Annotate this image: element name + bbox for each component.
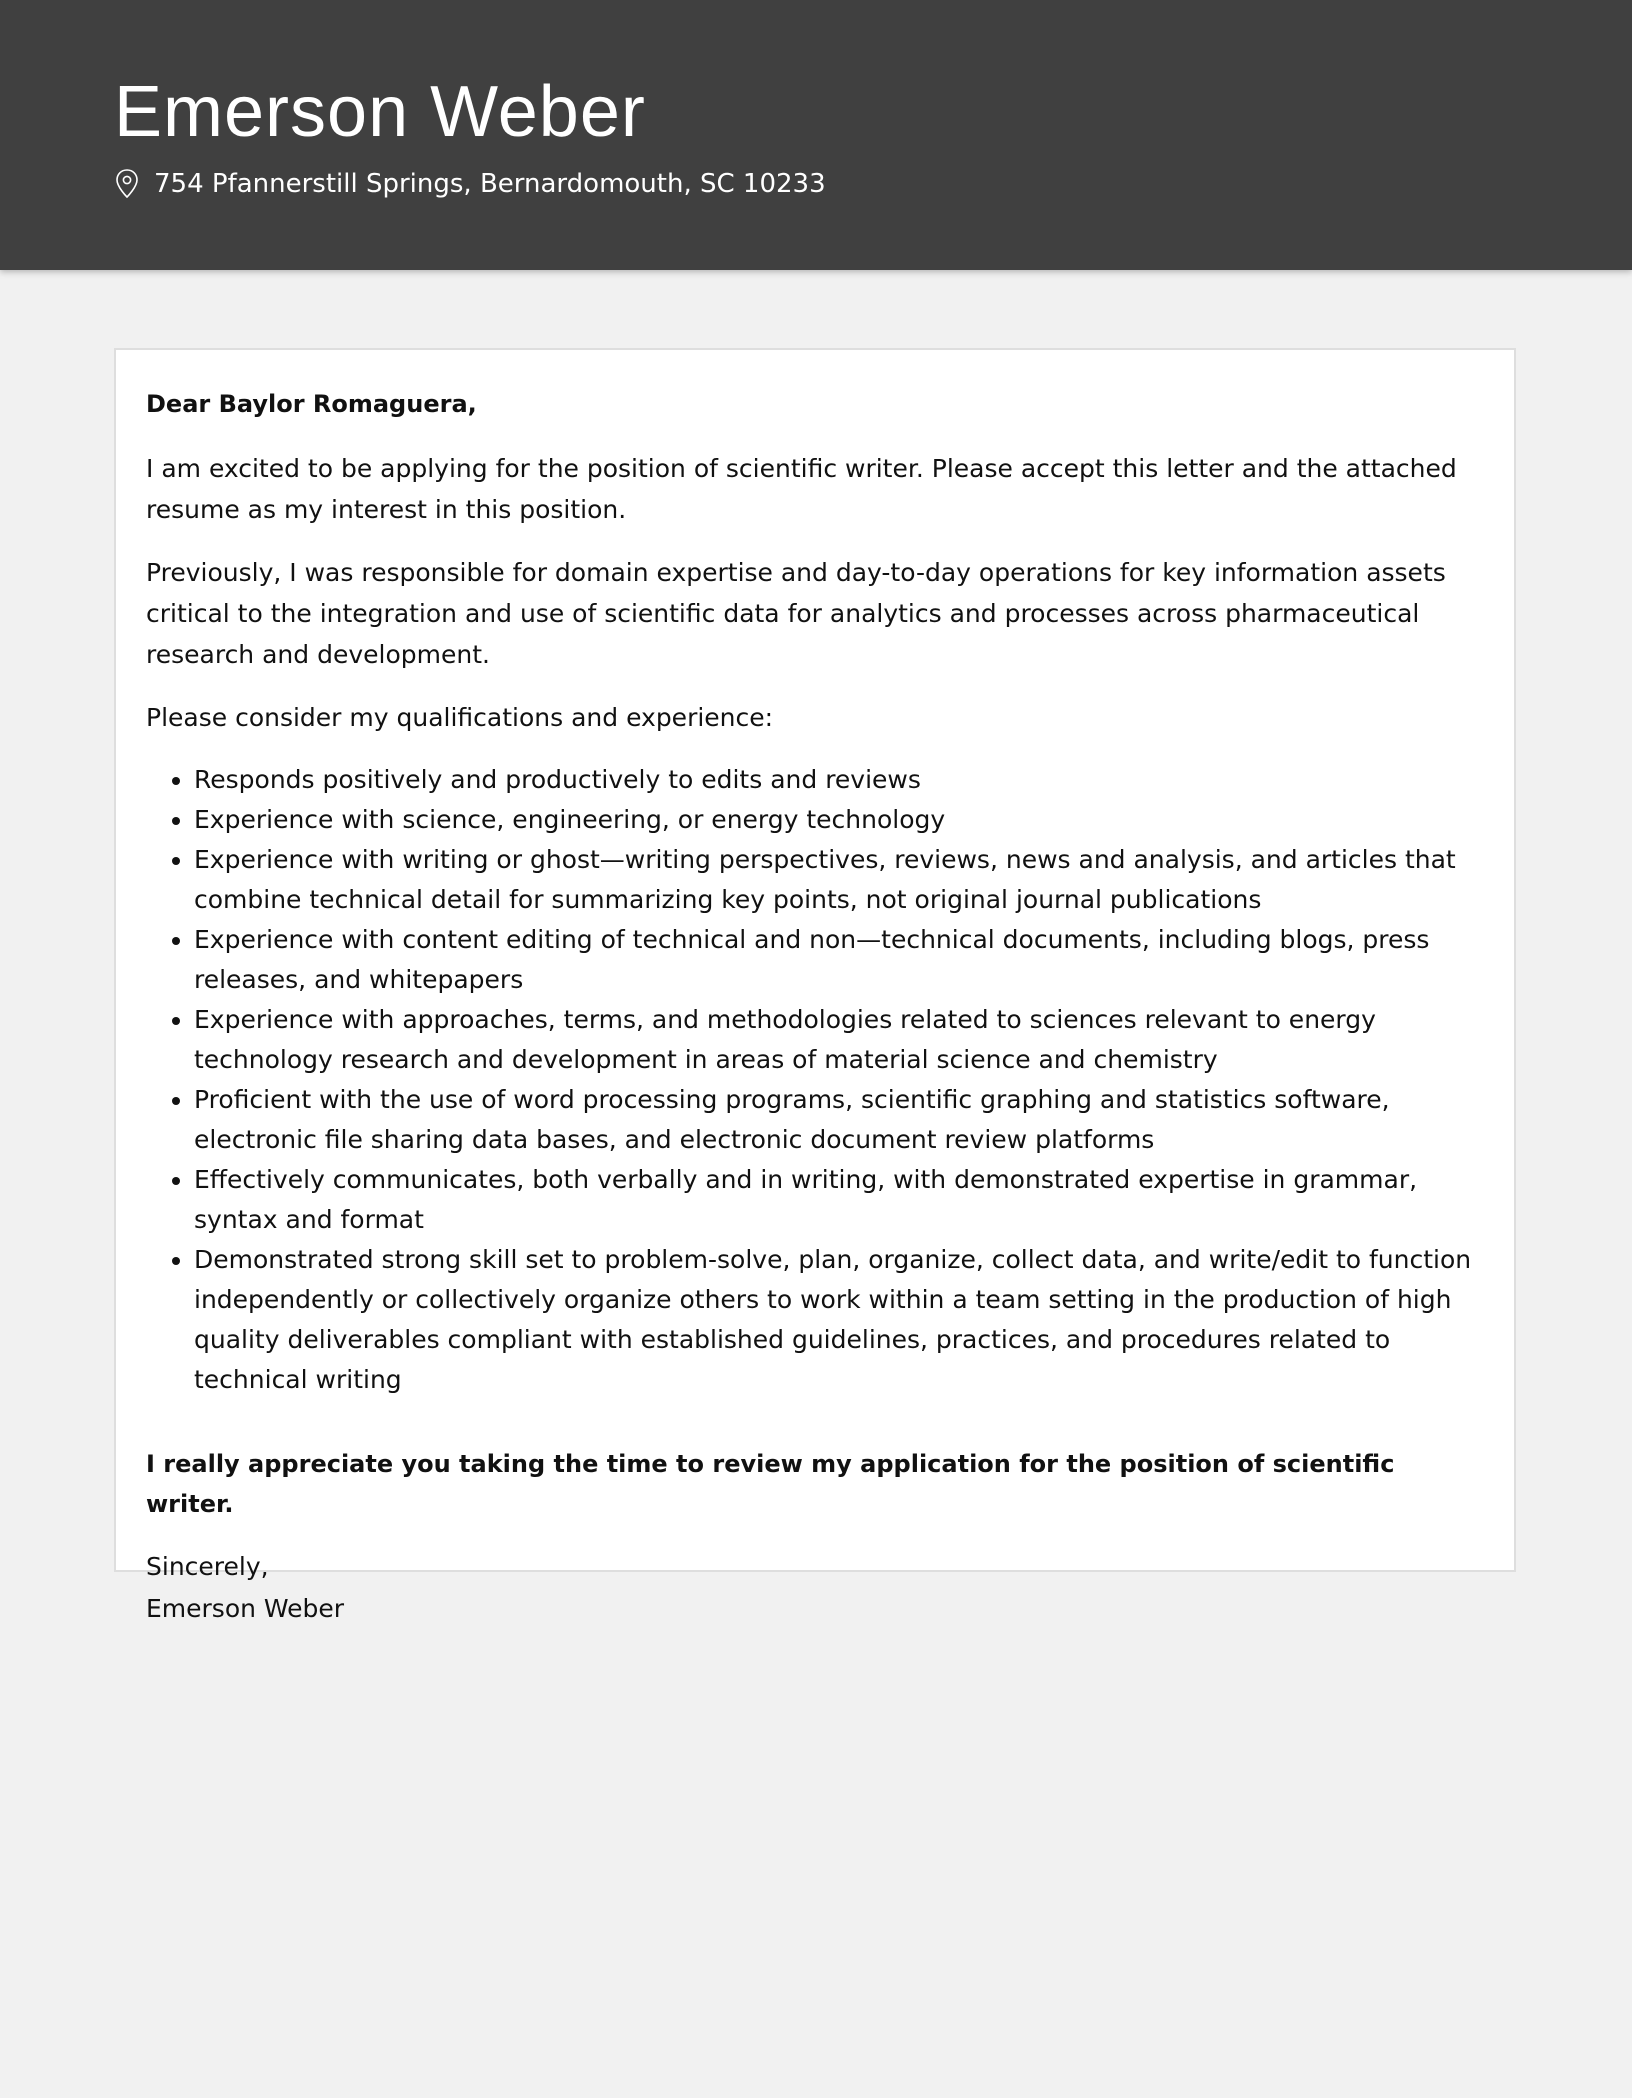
map-pin-icon <box>114 168 140 200</box>
salutation: Dear Baylor Romaguera, <box>146 390 477 418</box>
list-item: • Experience with content editing of technical and non—technical documents, including blogs, press releases, and whitepapers <box>194 920 1484 1000</box>
list-item: • Experience with writing or ghost—writing perspectives, reviews, news and analysis, and articles that combine technical detail for summarizing key points, not original journal publications <box>194 840 1484 920</box>
list-item: • Experience with science, engineering, or energy technology <box>194 800 1484 840</box>
cover-letter-card <box>114 348 1516 1623</box>
signature: Emerson Weber <box>146 1594 345 1623</box>
list-item: • Effectively communicates, both verbally and in writing, with demonstrated expertise in grammar, syntax and format <box>194 1160 1484 1240</box>
qualifications-intro: Please consider my qualifications and experience: <box>146 703 774 732</box>
list-item: • Experience with approaches, terms, and methodologies related to sciences relevant to energy technology research and development in areas of material science and chemistry <box>194 1000 1484 1080</box>
applicant-name: Emerson Weber <box>114 72 646 152</box>
list-item: • Demonstrated strong skill set to problem-solve, plan, organize, collect data, and write/edit to function independently or collectively organize others to work within a team setting in the production of high quality deliverables compliant with established guidelines, practices, and procedures related to technical writing <box>194 1240 1484 1400</box>
header-banner <box>0 0 1632 270</box>
closing-statement: I really appreciate you taking the time to review my application for the position of scientific writer. <box>146 1450 1395 1518</box>
list-item: • Responds positively and productively to edits and reviews <box>194 760 1484 800</box>
address-line <box>114 166 826 202</box>
address-text: 754 Pfannerstill Springs, Bernardomouth, SC 10233 <box>154 169 826 199</box>
qualifications-list <box>146 760 1484 1400</box>
signoff: Sincerely, <box>146 1552 269 1581</box>
intro-paragraph: I am excited to be applying for the position of scientific writer. Please accept this letter and the attached resume as my interest in this position. <box>146 454 1457 524</box>
experience-paragraph: Previously, I was responsible for domain expertise and day-to-day operations for key information assets critical to the integration and use of scientific data for analytics and processes across pharmaceutical research and development. <box>146 558 1446 669</box>
list-item: • Proficient with the use of word processing programs, scientific graphing and statistics software, electronic file sharing data bases, and electronic document review platforms <box>194 1080 1484 1160</box>
